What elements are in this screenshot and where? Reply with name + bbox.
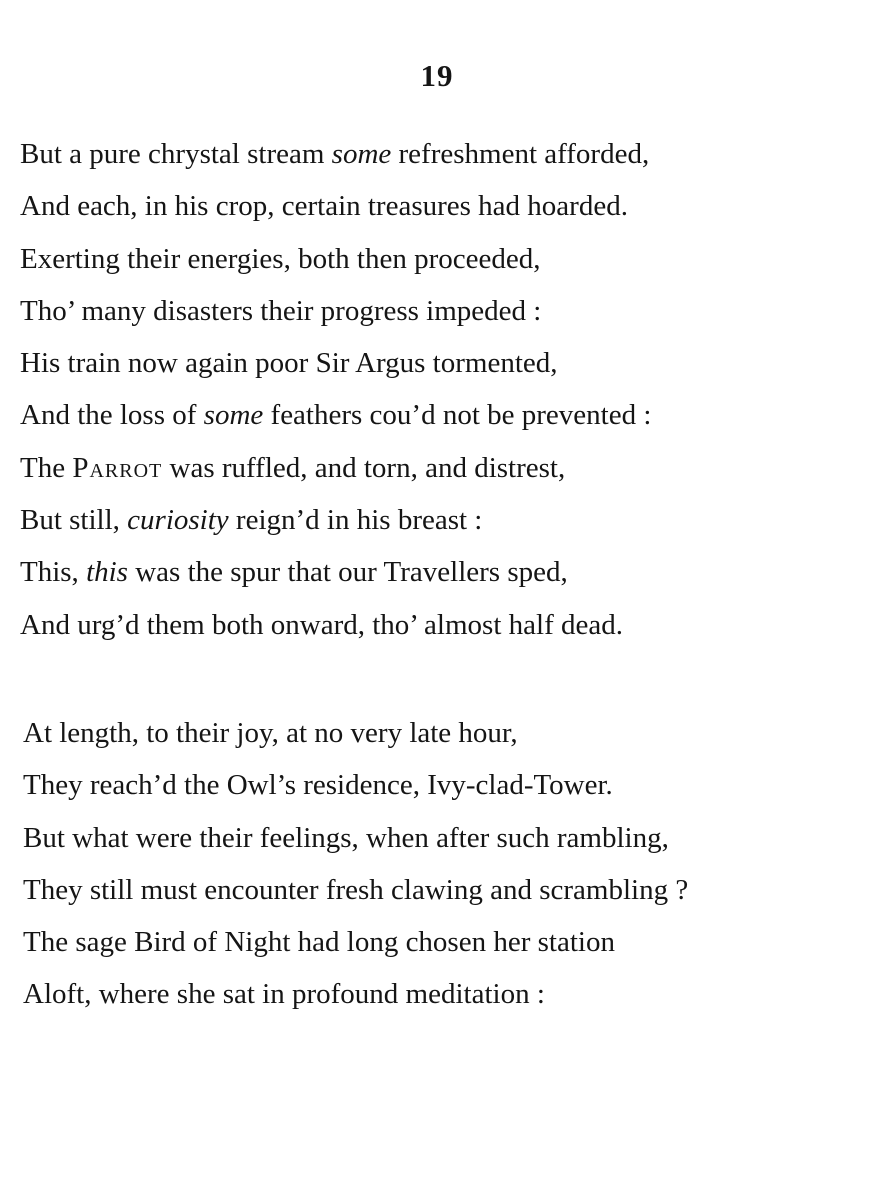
poem-line — [20, 285, 651, 337]
small-caps-text: Parrot — [72, 451, 163, 484]
line-text: The — [20, 451, 73, 484]
line-text: They reach’d the Owl’s residence, Ivy-clad-Tower. — [23, 769, 613, 802]
line-text: They still must encounter fresh clawing and scrambling ? — [23, 873, 689, 906]
poem-line — [23, 968, 688, 1020]
poem-line — [23, 707, 688, 759]
stanza — [23, 707, 688, 1021]
poem-line — [20, 233, 651, 285]
line-text: His train now again poor Sir Argus tormented, — [20, 347, 558, 380]
line-text: But still, — [20, 504, 128, 537]
line-text: was the spur that our Travellers sped, — [127, 556, 568, 589]
page-number: 19 — [420, 58, 454, 93]
line-text: reign’d in his breast : — [228, 504, 483, 537]
line-text: feathers cou’d not be prevented : — [263, 399, 652, 432]
line-text: But what were their feelings, when after such rambling, — [23, 821, 669, 854]
line-text: Exerting their energies, both then proceeded, — [20, 242, 541, 275]
line-text: But a pure chrystal stream — [20, 138, 332, 170]
poem-line — [20, 546, 651, 598]
poem-line — [20, 128, 651, 180]
stanza — [20, 128, 651, 651]
poem-line — [20, 389, 651, 441]
line-text: And urg’d them both onward, tho’ almost half dead. — [20, 608, 623, 641]
italic-text: this — [86, 556, 128, 589]
line-text: This, — [20, 556, 87, 589]
line-text: And the loss of — [20, 399, 204, 432]
line-text: Tho’ many disasters their progress impeded : — [20, 294, 542, 327]
line-text: At length, to their joy, at no very late hour, — [23, 717, 518, 749]
italic-text: curiosity — [127, 504, 229, 537]
poem-line — [20, 337, 651, 389]
italic-text: some — [331, 138, 392, 170]
line-text: The sage Bird of Night had long chosen her station — [23, 926, 615, 959]
poem-line — [23, 812, 688, 864]
poem-line — [20, 442, 651, 494]
poem-line — [23, 759, 688, 811]
poem-line — [23, 916, 688, 968]
poem-line — [20, 599, 651, 651]
line-text: And each, in his crop, certain treasures had hoarded. — [20, 190, 628, 223]
poem-line — [20, 494, 651, 546]
poem-line — [20, 180, 651, 232]
line-text: was ruffled, and torn, and distrest, — [162, 451, 566, 484]
line-text: Aloft, where she sat in profound meditation : — [23, 978, 545, 1011]
italic-text: some — [203, 399, 264, 432]
poem-line — [23, 864, 688, 916]
line-text: refreshment afforded, — [391, 138, 650, 170]
